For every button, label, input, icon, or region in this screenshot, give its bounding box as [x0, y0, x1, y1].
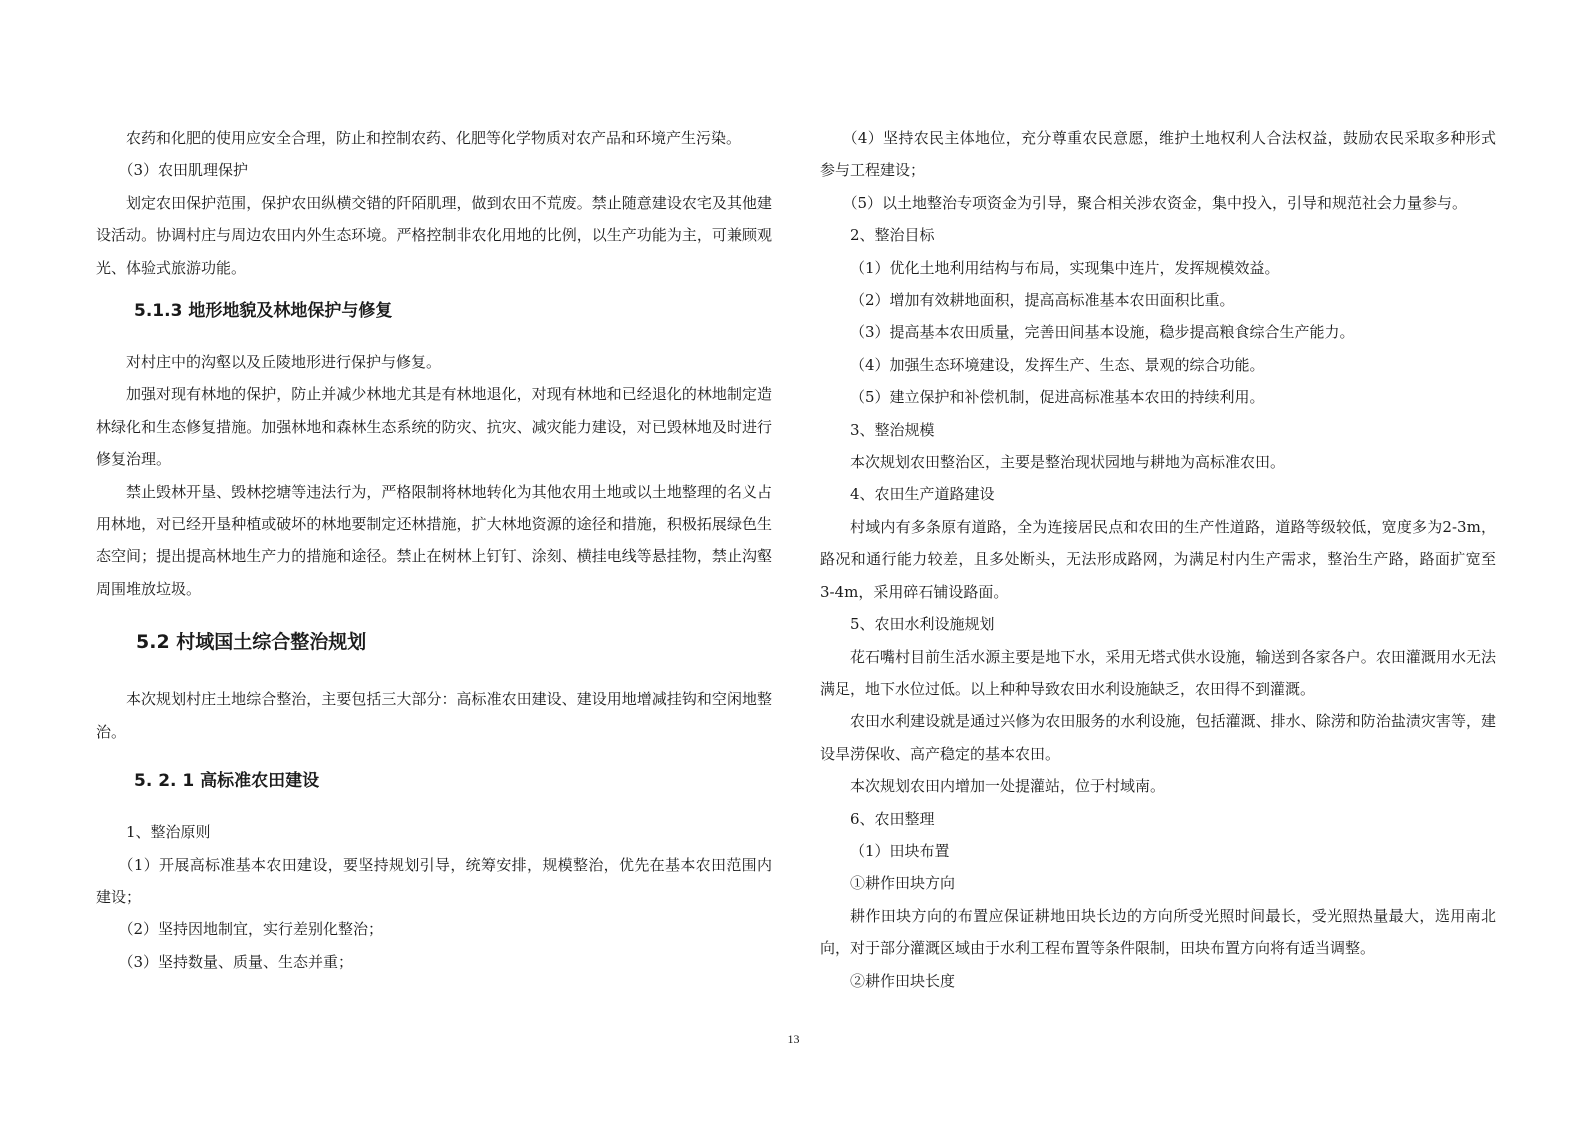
paragraph: （2）坚持因地制宜，实行差别化整治；: [118, 920, 384, 939]
paragraph: （2）增加有效耕地面积，提高高标准基本农田面积比重。: [850, 291, 1235, 310]
paragraph: 村域内有多条原有道路，全为连接居民点和农田的生产性道路，道路等级较低，宽度多为2-3m，路况和通行能力较差，且多处断头，无法形成路网，为满足村内生产需求，整治生产路，路面扩宽至 3-4m，采用碎石铺设路面。: [820, 517, 1496, 601]
paragraph: 禁止毁林开垦、毁林挖塘等违法行为，严格限制将林地转化为其他农用土地或以土地整理的名义占用林地，对已经开垦种植或破坏的林地要制定还林措施，扩大林地资源的途径和措施，积极拓展绿色生态空间；提出提高林地生产力的措施和途径。禁止在树林上钉钉、涂刻、横挂电线等悬挂物，禁止沟壑周围堆放垃圾。: [96, 482, 772, 598]
section-heading-5-1-3: 5.1.3 地形地貌及林地保护与修复: [134, 301, 393, 322]
page-number: 13: [787, 1032, 800, 1046]
paragraph: 6、农田整理: [850, 809, 935, 828]
paragraph: （5）建立保护和补偿机制，促进高标准基本农田的持续利用。: [850, 388, 1265, 407]
section-heading-5-2: 5.2 村域国土综合整治规划: [136, 631, 367, 654]
paragraph: 对村庄中的沟壑以及丘陵地形进行保护与修复。: [126, 353, 442, 372]
left-column: [96, 122, 772, 978]
paragraph: （3）坚持数量、质量、生态并重；: [118, 952, 354, 971]
paragraph: 5、农田水利设施规划: [850, 615, 995, 634]
paragraph: ②耕作田块长度: [850, 971, 956, 990]
paragraph: 农田水利建设就是通过兴修为农田服务的水利设施，包括灌溉、排水、除涝和防治盐渍灾害等，建设旱涝保收、高产稳定的基本农田。: [820, 712, 1496, 763]
paragraph: 本次规划农田整治区，主要是整治现状园地与耕地为高标准农田。: [850, 453, 1286, 472]
section-heading-5-2-1: 5. 2. 1 高标准农田建设: [134, 771, 320, 792]
paragraph: （4）加强生态环境建设，发挥生产、生态、景观的综合功能。: [850, 355, 1265, 374]
paragraph: （3）农田肌理保护: [118, 161, 249, 180]
paragraph: 2、整治目标: [850, 226, 935, 245]
paragraph: 1、整治原则: [126, 823, 211, 842]
paragraph: 农药和化肥的使用应安全合理，防止和控制农药、化肥等化学物质对农产品和环境产生污染。: [126, 129, 742, 147]
paragraph: （4）坚持农民主体地位，充分尊重农民意愿，维护土地权利人合法权益，鼓励农民采取多种形式参与工程建设；: [820, 129, 1496, 180]
paragraph: （1）优化土地利用结构与布局，实现集中连片，发挥规模效益。: [850, 258, 1280, 277]
paragraph: 3、整治规模: [850, 420, 935, 439]
right-column: [820, 122, 1496, 997]
paragraph: 本次规划农田内增加一处提灌站，位于村域南。: [850, 777, 1166, 796]
paragraph: ①耕作田块方向: [850, 874, 956, 893]
paragraph: （1）开展高标准基本农田建设，要坚持规划引导，统筹安排，规模整治，优先在基本农田范围内建设；: [96, 855, 772, 906]
paragraph: 耕作田块方向的布置应保证耕地田块长边的方向所受光照时间最长，受光照热量最大，选用南北向，对于部分灌溉区域由于水利工程布置等条件限制，田块布置方向将有适当调整。: [820, 906, 1496, 958]
paragraph: 划定农田保护范围，保护农田纵横交错的阡陌肌理，做到农田不荒废。禁止随意建设农宅及其他建设活动。协调村庄与周边农田内外生态环境。严格控制非农化用地的比例，以生产功能为主，可兼顾观光、体验式旅游功能。: [96, 193, 772, 277]
paragraph: 4、农田生产道路建设: [850, 485, 995, 504]
paragraph: 本次规划村庄土地综合整治，主要包括三大部分：高标准农田建设、建设用地增减挂钩和空闲地整治。: [96, 690, 772, 741]
paragraph: （5）以土地整治专项资金为引导，聚合相关涉农资金，集中投入，引导和规范社会力量参与。: [842, 193, 1468, 212]
paragraph: 加强对现有林地的保护，防止并减少林地尤其是有林地退化，对现有林地和已经退化的林地制定造林绿化和生态修复措施。加强林地和森林生态系统的防灾、抗灾、减灾能力建设，对已毁林地及时进行修复治理。: [96, 385, 772, 469]
paragraph: （3）提高基本农田质量，完善田间基本设施，稳步提高粮食综合生产能力。: [850, 323, 1355, 342]
paragraph: （1）田块布置: [850, 841, 950, 860]
paragraph: 花石嘴村目前生活水源主要是地下水，采用无塔式供水设施，输送到各家各户。农田灌溉用水无法满足，地下水位过低。以上种种导致农田水利设施缺乏，农田得不到灌溉。: [820, 647, 1496, 698]
